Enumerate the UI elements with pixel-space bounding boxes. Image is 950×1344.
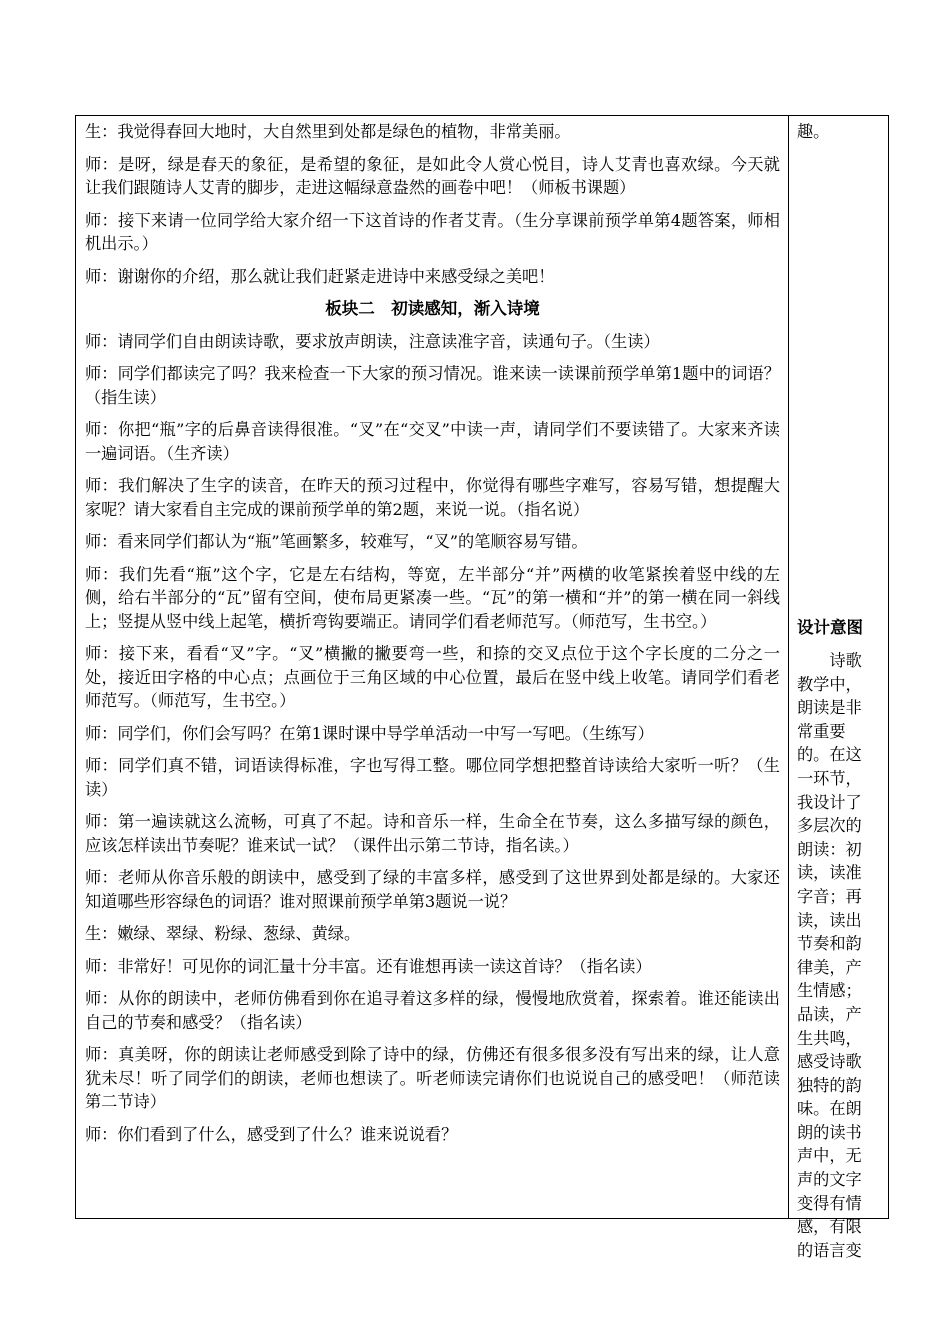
dialogue-paragraph: 师：同学们都读完了吗？我来检查一下大家的预习情况。谁来读一读课前预学单第1题中的词语？（指生读）: [85, 364, 780, 407]
dialogue-paragraph: 师：你把“瓶”字的后鼻音读得很准。“叉”在“交叉”中读一声，请同学们不要读错了。大家来齐读一遍词语。（生齐读）: [85, 420, 780, 463]
dialogue-paragraph: 师：非常好！可见你的词汇量十分丰富。还有谁想再读一读这首诗？（指名读）: [85, 956, 652, 976]
teaching-process-column: [76, 116, 789, 1218]
dialogue-paragraph: 师：第一遍读就这么流畅，可真了不起。诗和音乐一样，生命全在节奏，这么多描写绿的颜色，应该怎样读出节奏呢？谁来试一试？（课件出示第二节诗，指名读。）: [85, 812, 780, 855]
design-intent-body: 诗歌教学中，朗读是非常重要的。在这一环节，我设计了多层次的朗读：初读，读准字音；再读，读出节奏和韵律美，产生情感；品读，产生共鸣，感受诗歌独特的韵味。在朗朗的读书声中，无声的文字变得有情感，有限的语言变: [797, 651, 862, 1260]
dialogue-paragraph: 师：接下来，看看“叉”字。“叉”横撇的撇要弯一些，和捺的交叉点位于这个字长度的二分之一处，接近田字格的中心点；点画位于三角区域的中心位置，最后在竖中线上收笔。请同学们看老师范写。（师范写，生书空。）: [85, 644, 780, 710]
dialogue-paragraph: 师：请同学们自由朗读诗歌，要求放声朗读，注意读准字音，读通句子。（生读）: [85, 331, 660, 351]
section-heading: 板块二 初读感知，渐入诗境: [325, 299, 540, 318]
dialogue-paragraph: 师：接下来请一位同学给大家介绍一下这首诗的作者艾青。（生分享课前预学单第4题答案，师相机出示。）: [85, 210, 780, 253]
design-notes-column: [789, 116, 887, 1260]
dialogue-paragraph: 师：是呀，绿是春天的象征，是希望的象征，是如此令人赏心悦目，诗人艾青也喜欢绿。今天就让我们跟随诗人艾青的脚步，走进这幅绿意盎然的画卷中吧！（师板书课题）: [85, 154, 780, 197]
dialogue-paragraph: 师：同学们，你们会写吗？在第1课时课中导学单活动一中写一写吧。（生练写）: [85, 723, 654, 743]
lesson-plan-table: [75, 115, 889, 1260]
dialogue-paragraph: 师：老师从你音乐般的朗读中，感受到了绿的丰富多样，感受到了这世界到处都是绿的。大家还知道哪些形容绿色的词语？谁对照课前预学单第3题说一说？: [85, 868, 780, 911]
dialogue-paragraph: 师：同学们真不错，词语读得标准，字也写得工整。哪位同学想把整首诗读给大家听一听？（生读）: [85, 756, 780, 799]
design-intent-title: 设计意图: [797, 618, 863, 637]
dialogue-paragraph: 师：从你的朗读中，老师仿佛看到你在追寻着这多样的绿，慢慢地欣赏着，探索着。谁还能读出自己的节奏和感受？（指名读）: [85, 989, 780, 1032]
dialogue-paragraph: 生：我觉得春回大地时，大自然里到处都是绿色的植物，非常美丽。: [85, 122, 571, 141]
dialogue-paragraph: 师：我们解决了生字的读音，在昨天的预习过程中，你觉得有哪些字难写，容易写错，想提醒大家呢？请大家看自主完成的课前预学单的第2题，来说一说。（指名说）: [85, 476, 780, 519]
dialogue-paragraph: 师：你们看到了什么，感受到了什么？谁来说说看？: [85, 1124, 458, 1144]
dialogue-paragraph: 师：我们先看“瓶”这个字，它是左右结构，等宽，左半部分“并”两横的收笔紧挨着竖中线的左侧，给右半部分的“瓦”留有空间，使布局更紧凑一些。“瓦”的第一横和“并”的第一横在同一斜线上；竖提从竖中线上起笔，横折弯钩要端正。请同学们看老师范写。（师范写，生书空。）: [85, 564, 780, 631]
dialogue-paragraph: 生：嫩绿、翠绿、粉绿、葱绿、黄绿。: [85, 924, 361, 943]
dialogue-paragraph: 师：谢谢你的介绍，那么就让我们赶紧走进诗中来感受绿之美吧！: [85, 266, 555, 286]
dialogue-paragraph: 师：看来同学们都认为“瓶”笔画繁多，较难写，“叉”的笔顺容易写错。: [85, 532, 588, 551]
side-continuation-text: 趣。: [797, 122, 830, 141]
dialogue-paragraph: 师：真美呀，你的朗读让老师感受到除了诗中的绿，仿佛还有很多很多没有写出来的绿，让人意犹未尽！听了同学们的朗读，老师也想读了。听老师读完请你们也说说自己的感受吧！（师范读第二节诗）: [85, 1045, 780, 1111]
